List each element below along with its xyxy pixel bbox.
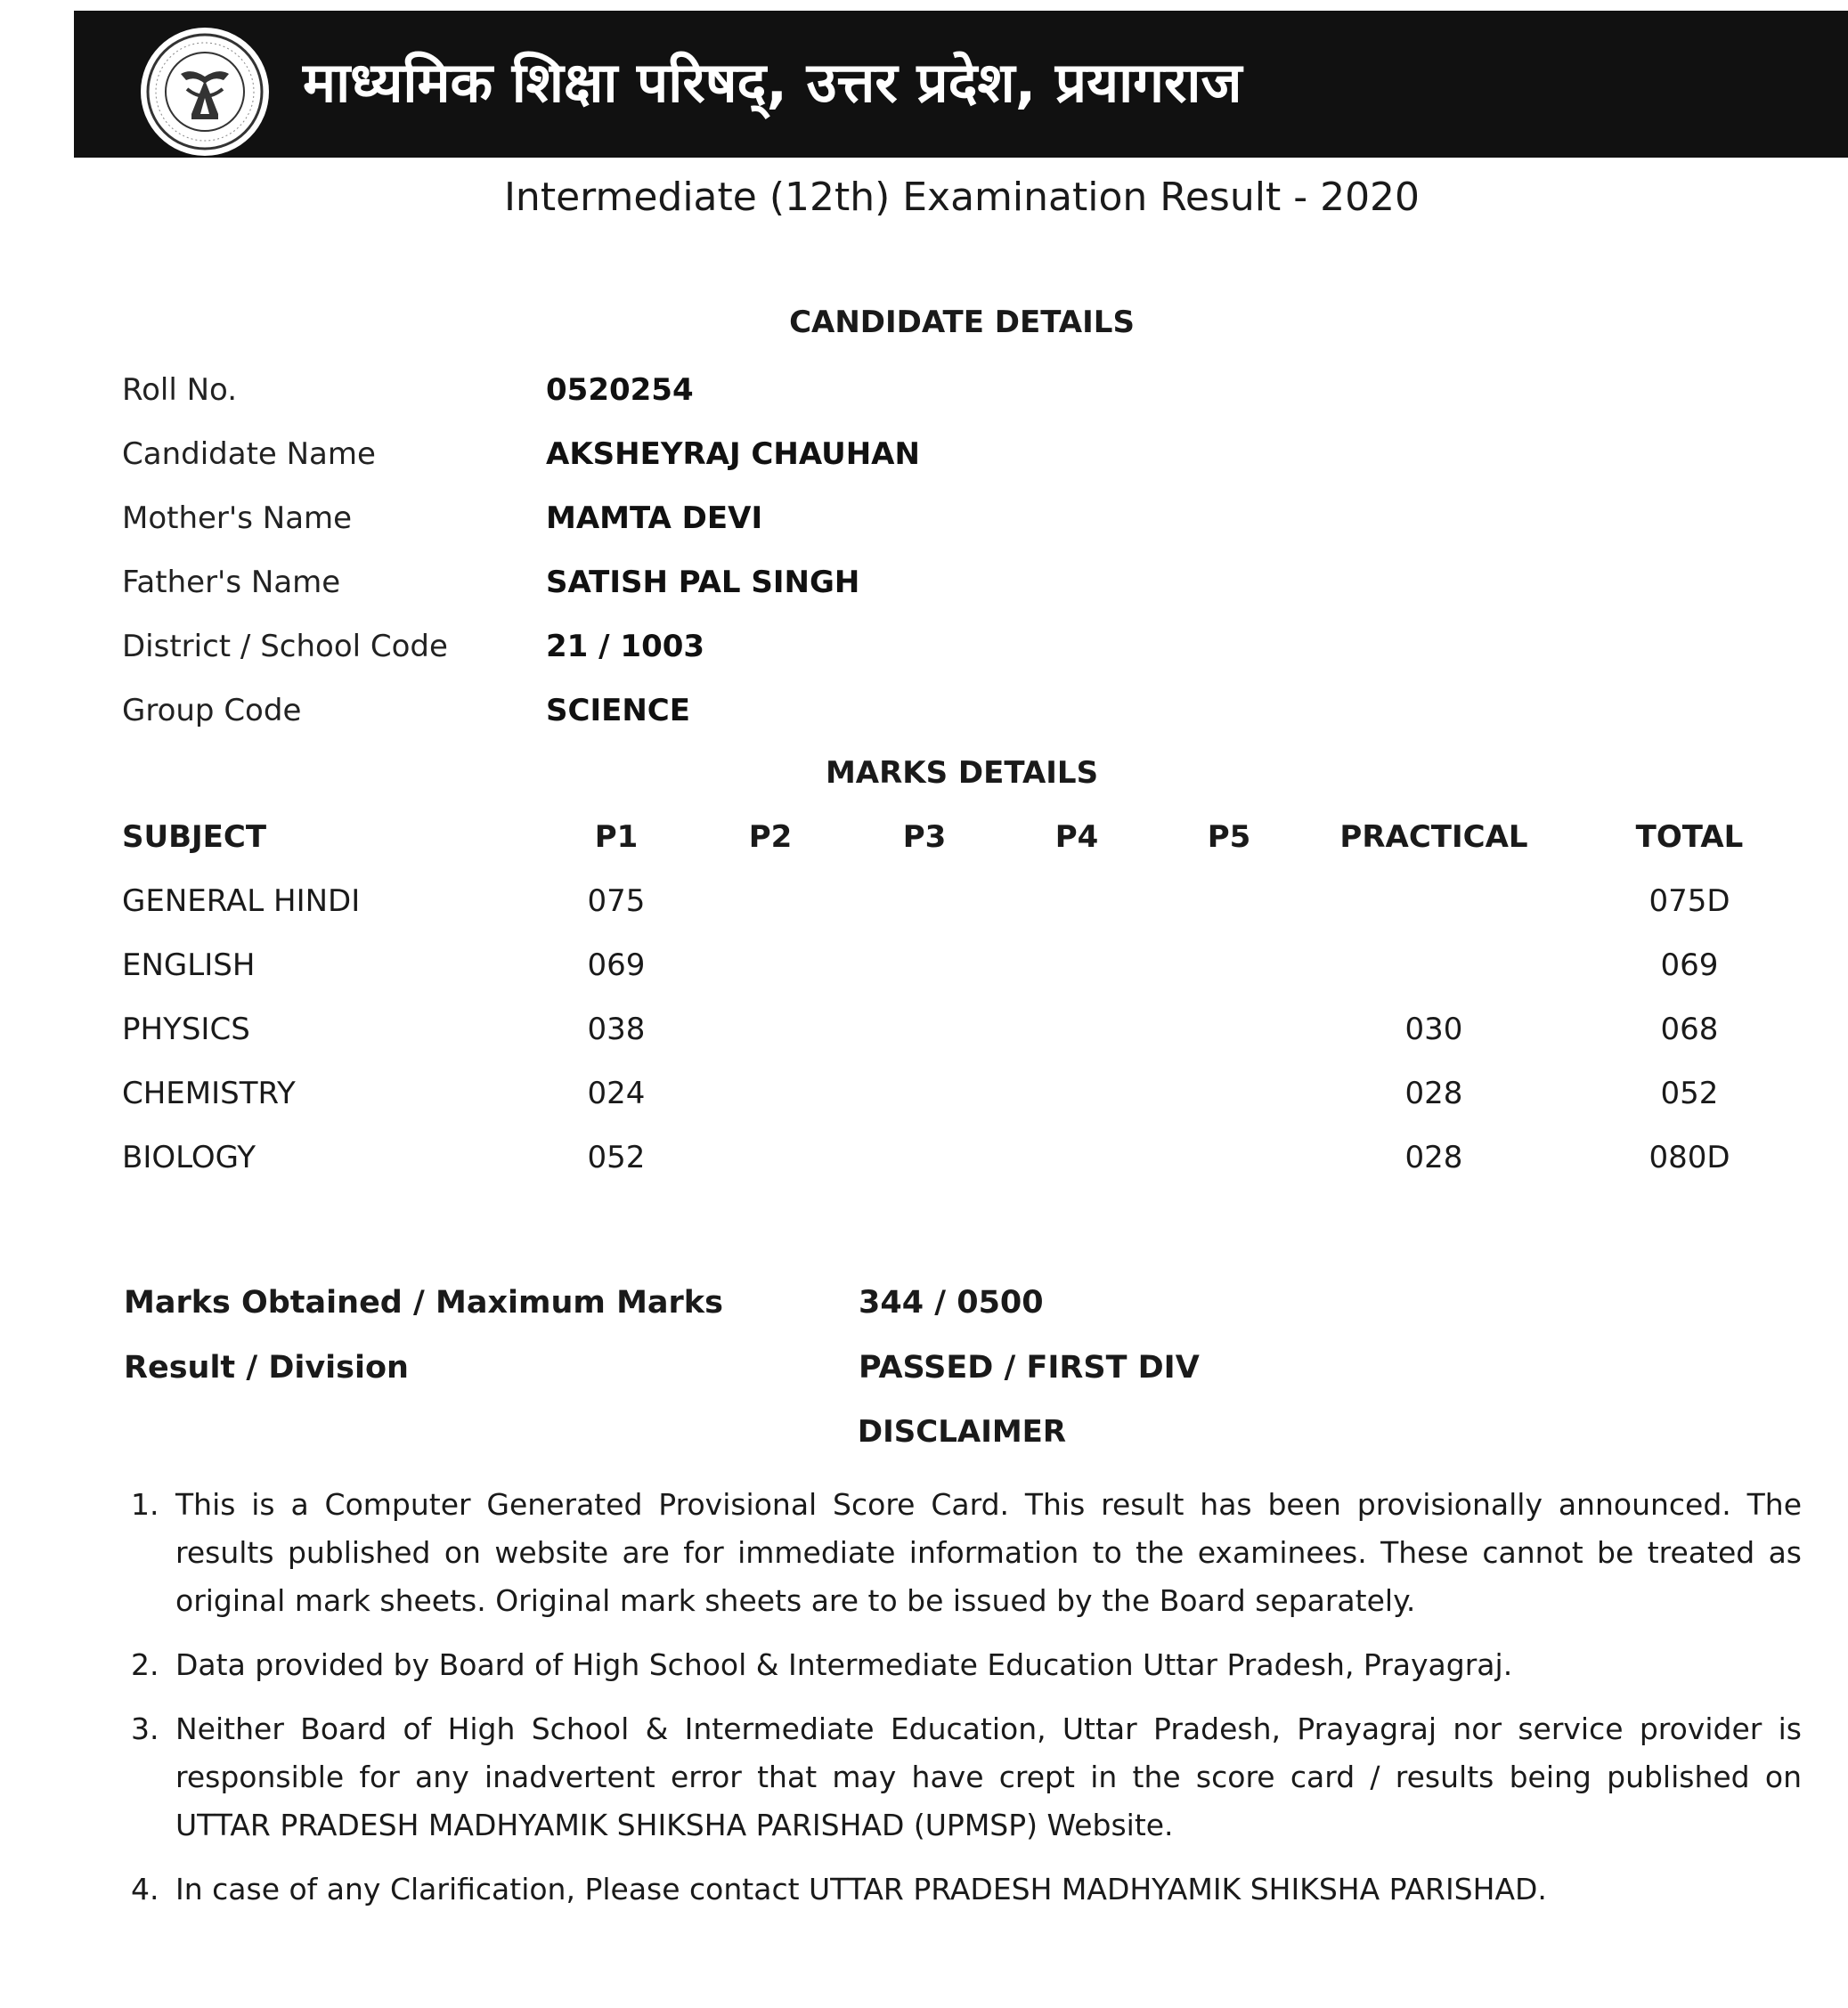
subject-cell: BIOLOGY <box>122 1140 256 1175</box>
disclaimer-item-number: 3. <box>131 1711 159 1746</box>
district-school-code-label: District / School Code <box>122 629 448 664</box>
disclaimer-item <box>131 1481 1802 1625</box>
p1-cell: 069 <box>587 947 646 983</box>
result-division-label: Result / Division <box>124 1350 409 1386</box>
col-header-p5: P5 <box>1207 819 1251 855</box>
disclaimer-list <box>131 1481 1802 1930</box>
col-header-p1: P1 <box>594 819 639 855</box>
total-cell: 075D <box>1649 883 1730 919</box>
group-code-value: SCIENCE <box>546 693 690 728</box>
marks-obtained-label: Marks Obtained / Maximum Marks <box>124 1285 723 1321</box>
disclaimer-item-text: Data provided by Board of High School & Intermediate Education Uttar Pradesh, Prayagraj. <box>175 1647 1513 1682</box>
practical-cell: 028 <box>1404 1140 1463 1175</box>
practical-cell: 028 <box>1404 1076 1463 1111</box>
col-header-p4: P4 <box>1054 819 1099 855</box>
disclaimer-item-text: Neither Board of High School & Intermediate Education, Uttar Pradesh, Prayagraj nor service provider is responsible for any inadvertent error that may have crept in the score card / results being published on UTTAR PRADESH MADHYAMIK SHIKSHA PARISHAD (UPMSP) Website. <box>175 1711 1802 1842</box>
candidate-details-heading: CANDIDATE DETAILS <box>789 305 1135 340</box>
col-header-practical: PRACTICAL <box>1339 819 1528 855</box>
father-name-value: SATISH PAL SINGH <box>546 565 860 600</box>
disclaimer-item-number: 2. <box>131 1647 159 1682</box>
board-name: माध्यमिक शिक्षा परिषद्, उत्तर प्रदेश, प्रयागराज <box>303 50 1242 115</box>
exam-title: Intermediate (12th) Examination Result - 2020 <box>503 175 1421 220</box>
disclaimer-item-text: In case of any Clarification, Please contact UTTAR PRADESH MADHYAMIK SHIKSHA PARISHAD. <box>175 1872 1547 1906</box>
candidate-name-value: AKSHEYRAJ CHAUHAN <box>546 436 920 472</box>
total-cell: 080D <box>1649 1140 1730 1175</box>
total-cell: 068 <box>1660 1012 1719 1047</box>
disclaimer-item-text: This is a Computer Generated Provisional Score Card. This result has been provisionally announced. The results published on website are for immediate information to the examinees. These cannot be treated as original mark sheets. Original mark sheets are to be issued by the Board separately. <box>175 1487 1802 1618</box>
total-cell: 052 <box>1660 1076 1719 1111</box>
col-header-total: TOTAL <box>1635 819 1744 855</box>
roll-no-label: Roll No. <box>122 372 238 408</box>
disclaimer-item-number: 4. <box>131 1872 159 1906</box>
col-header-p3: P3 <box>902 819 947 855</box>
disclaimer-item-number: 1. <box>131 1487 159 1522</box>
disclaimer-heading: DISCLAIMER <box>857 1414 1067 1450</box>
subject-cell: GENERAL HINDI <box>122 883 361 919</box>
disclaimer-item <box>131 1641 1802 1689</box>
up-government-seal-icon <box>138 25 272 159</box>
col-header-subject: SUBJECT <box>122 819 267 855</box>
marks-details-heading: MARKS DETAILS <box>825 755 1099 791</box>
subject-cell: PHYSICS <box>122 1012 250 1047</box>
result-division-value: PASSED / FIRST DIV <box>859 1350 1200 1386</box>
marks-obtained-value: 344 / 0500 <box>859 1285 1044 1321</box>
disclaimer-item <box>131 1705 1802 1849</box>
practical-cell: 030 <box>1404 1012 1463 1047</box>
subject-cell: CHEMISTRY <box>122 1076 296 1111</box>
father-name-label: Father's Name <box>122 565 341 600</box>
p1-cell: 024 <box>587 1076 646 1111</box>
subject-cell: ENGLISH <box>122 947 256 983</box>
p1-cell: 075 <box>587 883 646 919</box>
mother-name-value: MAMTA DEVI <box>546 500 763 536</box>
total-cell: 069 <box>1660 947 1719 983</box>
p1-cell: 052 <box>587 1140 646 1175</box>
disclaimer-item <box>131 1866 1802 1914</box>
col-header-p2: P2 <box>748 819 793 855</box>
group-code-label: Group Code <box>122 693 302 728</box>
roll-no-value: 0520254 <box>546 372 694 408</box>
p1-cell: 038 <box>587 1012 646 1047</box>
mother-name-label: Mother's Name <box>122 500 353 536</box>
candidate-name-label: Candidate Name <box>122 436 376 472</box>
district-school-code-value: 21 / 1003 <box>546 629 705 664</box>
